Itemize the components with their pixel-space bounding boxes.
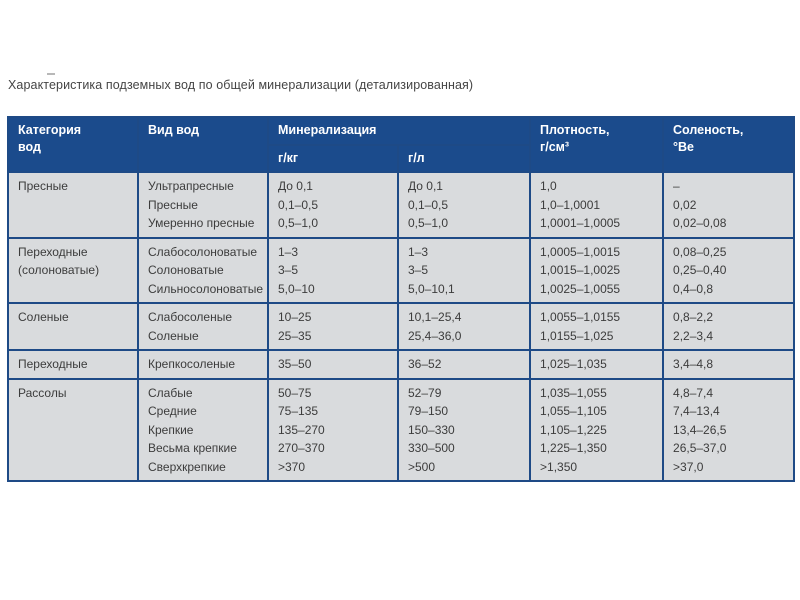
cell-water-type: Крепкосоленые	[138, 350, 268, 379]
cell-water-type: Слабосолоноватые Солоноватые Сильносолоноватые	[138, 238, 268, 304]
cell-category: Переходные (солоноватые)	[8, 238, 138, 304]
cell-density: 1,0055–1,0155 1,0155–1,025	[530, 303, 663, 350]
header-density: Плотность, г/см³	[530, 117, 663, 172]
cell-density: 1,0 1,0–1,0001 1,0001–1,0005	[530, 172, 663, 238]
cell-gkg: 35–50	[268, 350, 398, 379]
header-unit-gkg: г/кг	[268, 145, 398, 172]
cell-category: Пресные	[8, 172, 138, 238]
cell-salinity: 0,8–2,2 2,2–3,4	[663, 303, 794, 350]
page-title: Характеристика подземных вод по общей минерализации (детализированная)	[8, 78, 474, 92]
cell-salinity: 0,08–0,25 0,25–0,40 0,4–0,8	[663, 238, 794, 304]
cell-gkg: 10–25 25–35	[268, 303, 398, 350]
cell-gl: До 0,1 0,1–0,5 0,5–1,0	[398, 172, 530, 238]
stray-dash-artifact	[47, 73, 55, 75]
table-header	[8, 117, 794, 172]
cell-gl: 1–3 3–5 5,0–10,1	[398, 238, 530, 304]
cell-density: 1,035–1,055 1,055–1,105 1,105–1,225 1,225–1,350 >1,350	[530, 379, 663, 482]
cell-salinity: – 0,02 0,02–0,08	[663, 172, 794, 238]
cell-water-type: Ультрапресные Пресные Умеренно пресные	[138, 172, 268, 238]
cell-salinity: 3,4–4,8	[663, 350, 794, 379]
cell-water-type: Слабые Средние Крепкие Весьма крепкие Сверхкрепкие	[138, 379, 268, 482]
header-unit-gl: г/л	[398, 145, 530, 172]
cell-category: Соленые	[8, 303, 138, 350]
table-row-saline	[8, 303, 794, 350]
cell-gl: 10,1–25,4 25,4–36,0	[398, 303, 530, 350]
header-water-type: Вид вод	[138, 117, 268, 172]
cell-density: 1,025–1,035	[530, 350, 663, 379]
header-mineralization: Минерализация	[268, 117, 530, 145]
cell-density: 1,0005–1,0015 1,0015–1,0025 1,0025–1,0055	[530, 238, 663, 304]
cell-gl: 36–52	[398, 350, 530, 379]
header-category: Категория вод	[8, 117, 138, 172]
cell-gkg: 50–75 75–135 135–270 270–370 >370	[268, 379, 398, 482]
cell-gkg: 1–3 3–5 5,0–10	[268, 238, 398, 304]
table-row-transitional	[8, 350, 794, 379]
cell-salinity: 4,8–7,4 7,4–13,4 13,4–26,5 26,5–37,0 >37,0	[663, 379, 794, 482]
cell-gl: 52–79 79–150 150–330 330–500 >500	[398, 379, 530, 482]
header-salinity: Соленость, °Ве	[663, 117, 794, 172]
cell-category: Переходные	[8, 350, 138, 379]
mineralization-table	[7, 116, 795, 482]
table-row-brines	[8, 379, 794, 482]
table-row-brackish	[8, 238, 794, 304]
cell-gkg: До 0,1 0,1–0,5 0,5–1,0	[268, 172, 398, 238]
cell-category: Рассолы	[8, 379, 138, 482]
table-row-fresh	[8, 172, 794, 238]
cell-water-type: Слабосоленые Соленые	[138, 303, 268, 350]
